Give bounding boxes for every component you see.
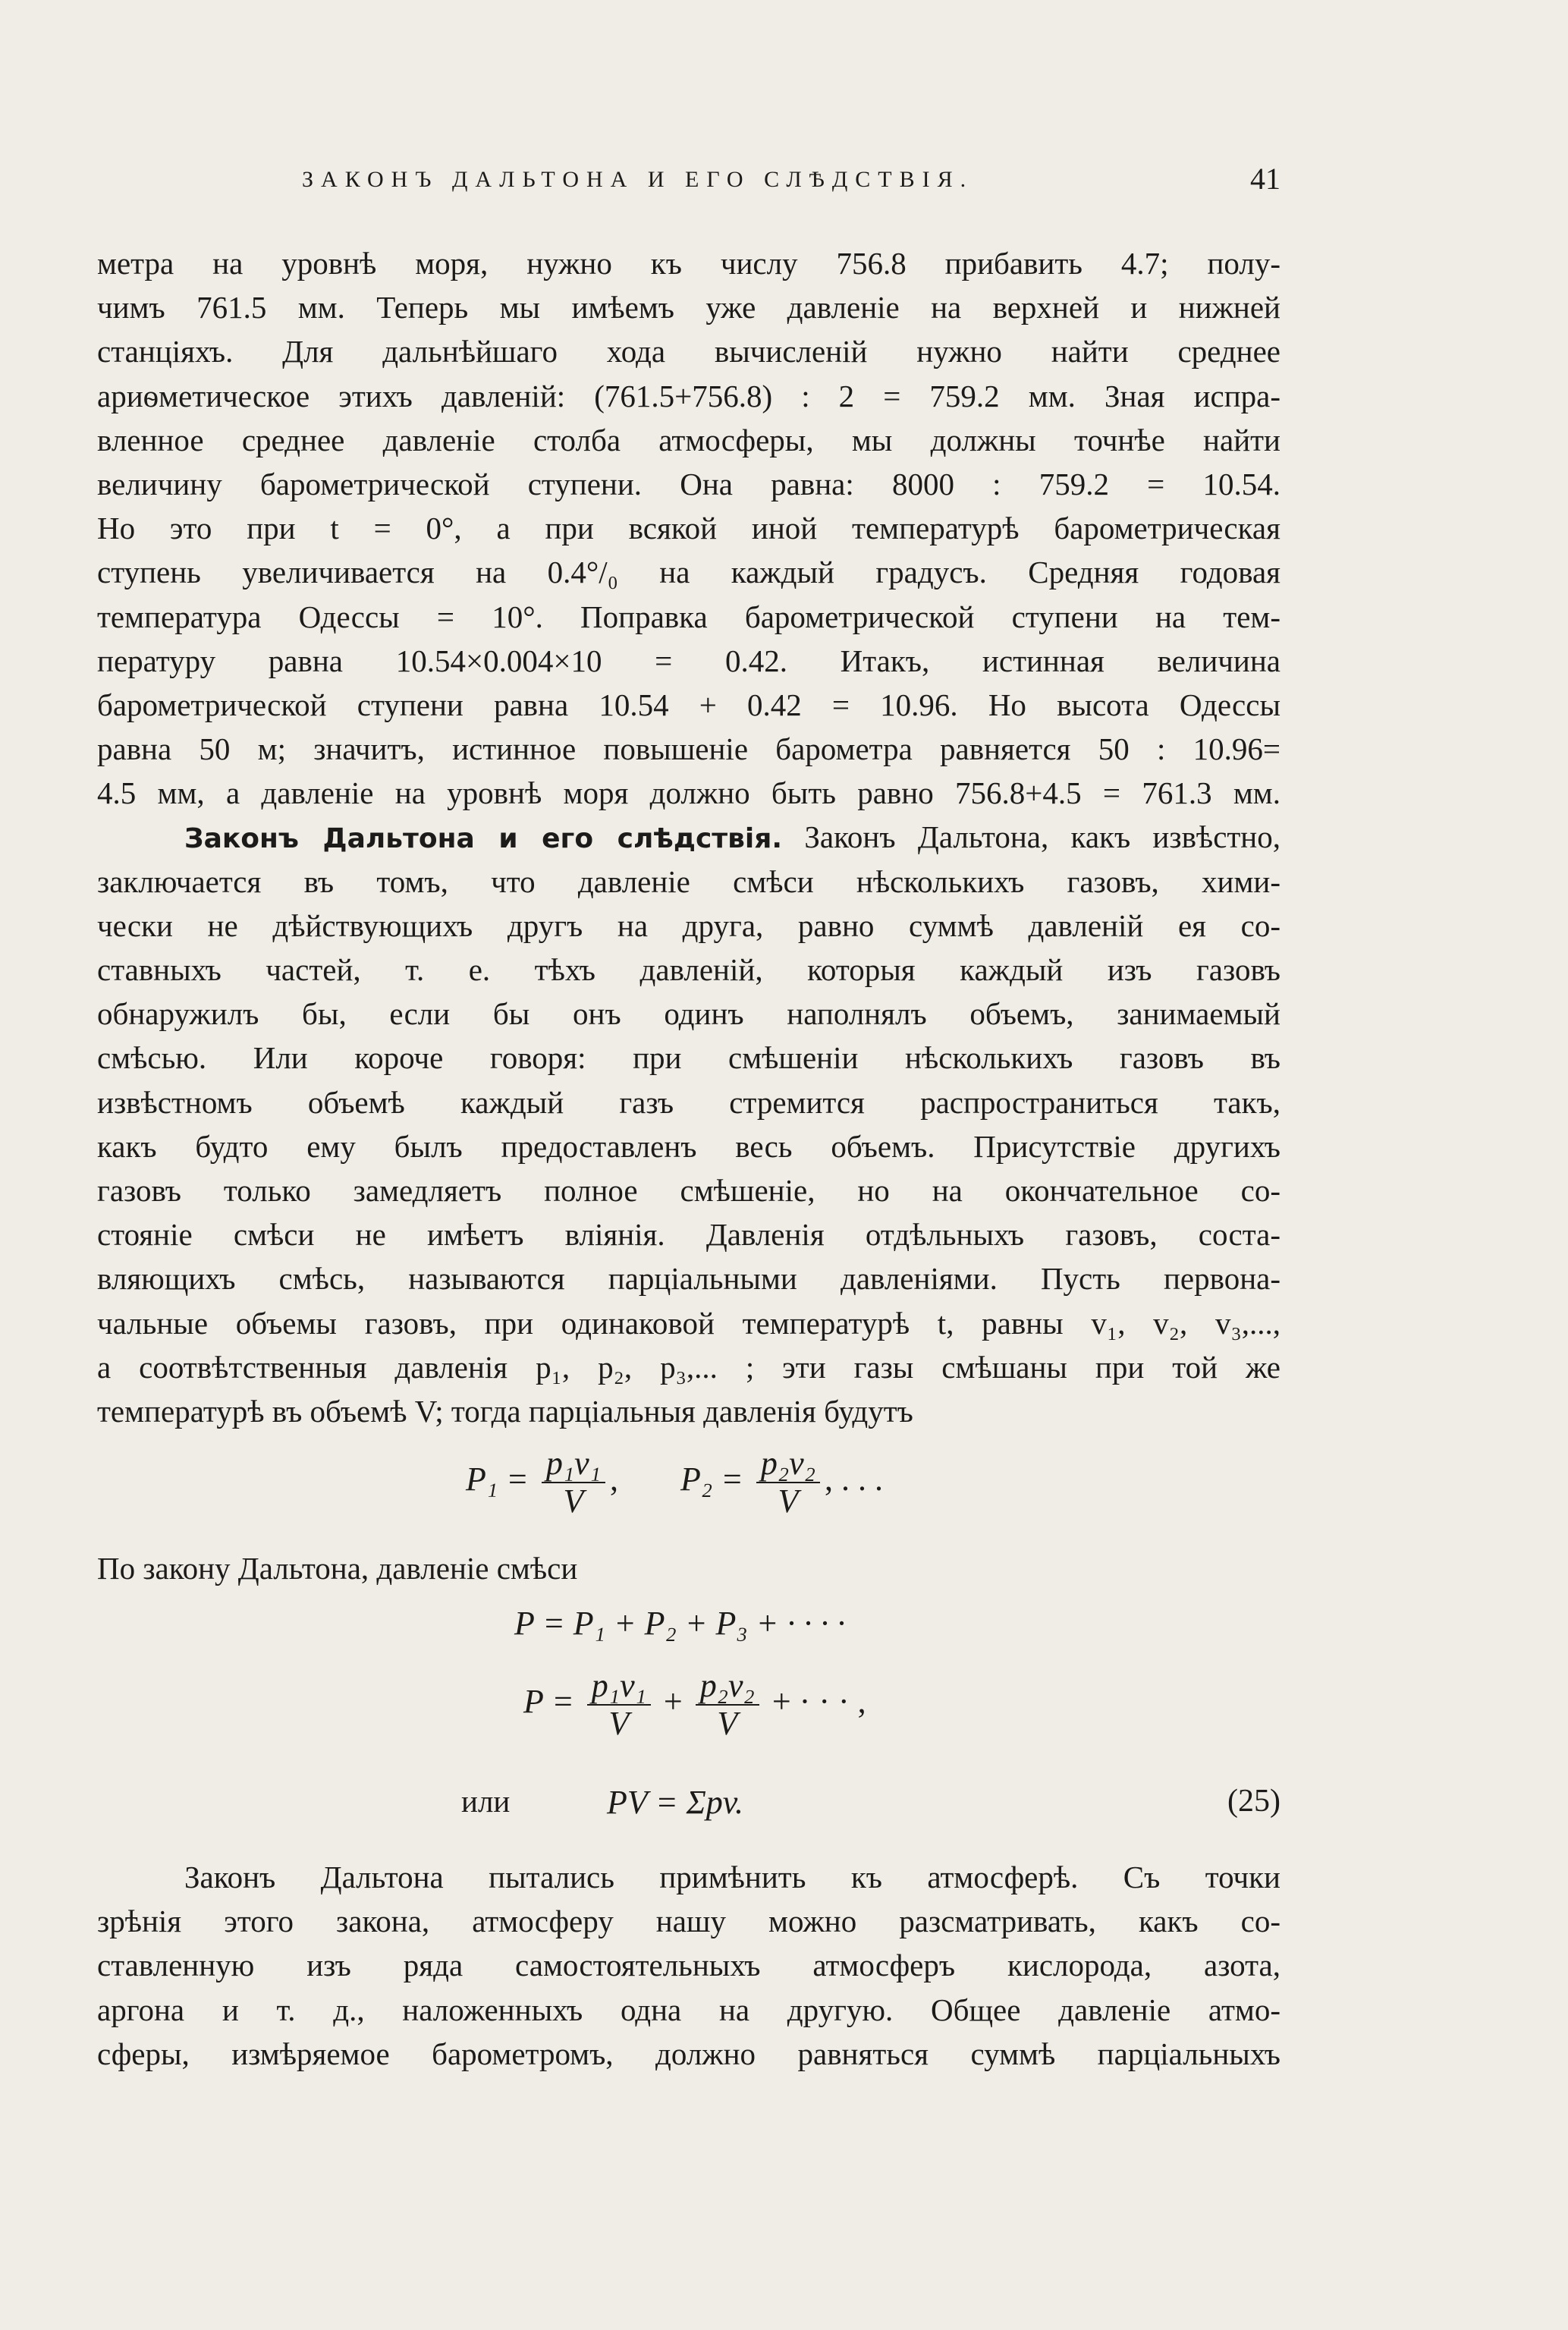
text-line: Но это при t = 0°, а при всякой иной температурѣ барометрическая <box>97 511 1280 546</box>
running-title: ЗАКОНЪ ДАЛЬТОНА И ЕГО СЛѢДСТВІЯ. <box>302 167 974 192</box>
page-header <box>97 161 1280 206</box>
formula-partial-pressures <box>97 1445 1280 1536</box>
formula-lhs: P = <box>523 1683 574 1721</box>
separator: , <box>610 1461 618 1498</box>
formula-lhs: P₁ = <box>466 1461 529 1498</box>
ellipsis: + · · · , <box>771 1683 866 1721</box>
denominator: V <box>778 1483 799 1520</box>
text-line: чимъ 761.5 мм. Теперь мы имѣемъ уже давленіе на верхней и нижней <box>97 290 1280 325</box>
text-line: ставленную изъ ряда самостоятельныхъ атмосферъ кислорода, азота, <box>97 1948 1280 1983</box>
text-line: а соотвѣтственныя давленія p₁, p₂, p₃,... ; эти газы смѣшаны при той же <box>97 1349 1280 1385</box>
fraction <box>696 1668 759 1742</box>
dalton-intro: По закону Дальтона, давленіе смѣси <box>97 1551 578 1586</box>
fraction <box>587 1668 651 1742</box>
text-line: температурѣ въ объемѣ V; тогда парціальныя давленія будутъ <box>97 1393 913 1429</box>
text-line: величину барометрической ступени. Она равна: 8000 : 759.2 = 10.54. <box>97 466 1280 502</box>
text-line: вленное среднее давленіе столба атмосферы, мы должны точнѣе найти <box>97 422 1280 458</box>
text-line: равна 50 м; значитъ, истинное повышеніе барометра равняется 50 : 10.96= <box>97 731 1280 767</box>
paragraph-2 <box>97 815 1280 1433</box>
text-line: ариѳметическое этихъ давленій: (761.5+756.8) : 2 = 759.2 мм. Зная испра- <box>97 378 1280 413</box>
text-line: обнаружилъ бы, если бы онъ одинъ наполнялъ объемъ, занимаемый <box>97 996 1280 1032</box>
text-line: метра на уровнѣ моря, нужно къ числу 756.8 прибавить 4.7; полу- <box>97 246 1280 281</box>
text-line: станціяхъ. Для дальнѣйшаго хода вычисленій нужно найти среднее <box>97 334 1280 369</box>
paragraph-1 <box>97 241 1280 815</box>
text-line: ставныхъ частей, т. е. тѣхъ давленій, которыя каждый изъ газовъ <box>97 952 1280 987</box>
text-line: пературу равна 10.54×0.004×10 = 0.42. Итакъ, истинная величина <box>97 643 1280 678</box>
fraction <box>756 1445 820 1520</box>
text-line <box>97 815 1280 859</box>
text-line: 4.5 мм, а давленіе на уровнѣ моря должно быть равно 756.8+4.5 = 761.3 мм. <box>97 775 1280 811</box>
section-heading: Законъ Дальтона и его слѣдствія. <box>184 823 783 855</box>
text-line: извѣстномъ объемѣ каждый газъ стремится распространиться такъ, <box>97 1084 1280 1120</box>
denominator: V <box>717 1705 738 1742</box>
formula-expr: PV = Σpv. <box>607 1784 744 1821</box>
text-line: зрѣнія этого закона, атмосферу нашу можно разсматривать, какъ со- <box>97 1904 1280 1939</box>
text-line: стояніе смѣси не имѣетъ вліянія. Давленія отдѣльныхъ газовъ, соста- <box>97 1217 1280 1253</box>
heading-line-rest: Законъ Дальтона, какъ извѣстно, <box>804 819 1281 855</box>
formula-sum-fractions <box>97 1668 1280 1759</box>
text-line: ступень увеличивается на 0.4°/₀ на каждый градусъ. Средняя годовая <box>97 555 1280 590</box>
paragraph-3 <box>97 1855 1280 2076</box>
fraction <box>542 1445 605 1520</box>
page-number: 41 <box>1250 162 1280 196</box>
text-body <box>97 241 1280 1433</box>
word-or: или <box>461 1784 511 1819</box>
text-line: заключается въ томъ, что давленіе смѣси нѣсколькихъ газовъ, хими- <box>97 863 1280 899</box>
numerator: p₁v₁ <box>542 1445 605 1483</box>
denominator: V <box>563 1483 584 1520</box>
numerator: p₁v₁ <box>587 1668 651 1706</box>
text-line: газовъ только замедляетъ полное смѣшеніе, но на окончательное со- <box>97 1172 1280 1208</box>
text-line: смѣсью. Или короче говоря: при смѣшеніи нѣсколькихъ газовъ въ <box>97 1040 1280 1076</box>
numerator: p₂v₂ <box>696 1668 759 1706</box>
text-line: температура Одессы = 10°. Поправка барометрической ступени на тем- <box>97 599 1280 634</box>
text-line: сферы, измѣряемое барометромъ, должно равняться суммѣ парціальныхъ <box>97 2036 1280 2071</box>
denominator: V <box>608 1705 630 1742</box>
text-line: Законъ Дальтона пытались примѣнить къ атмосферѣ. Съ точки <box>184 1860 1280 1895</box>
text-line: вляющихъ смѣсь, называются парціальными давленіями. Пусть первона- <box>97 1261 1280 1297</box>
formula-lhs: P₂ = <box>680 1461 743 1498</box>
equation-number: (25) <box>1227 1784 1280 1819</box>
text-line: какъ будто ему былъ предоставленъ весь объемъ. Присутствіе другихъ <box>97 1128 1280 1164</box>
numerator: p₂v₂ <box>756 1445 820 1483</box>
formula-sum-expr: P = P₁ + P₂ + P₃ + · · · · <box>514 1605 846 1642</box>
text-line: аргона и т. д., наложенныхъ одна на другую. Общее давленіе атмо- <box>97 1992 1280 2027</box>
plus-sign: + <box>663 1683 683 1721</box>
text-line: чальные объемы газовъ, при одинаковой температурѣ t, равны v₁, v₂, v₃,..., <box>97 1305 1280 1341</box>
formula-25 <box>97 1783 1280 1828</box>
text-line: чески не дѣйствующихъ другъ на друга, равно суммѣ давленій ея со- <box>97 907 1280 943</box>
ellipsis: , . . . <box>825 1461 883 1498</box>
text-line: барометрической ступени равна 10.54 + 0.42 = 10.96. Но высота Одессы <box>97 687 1280 722</box>
